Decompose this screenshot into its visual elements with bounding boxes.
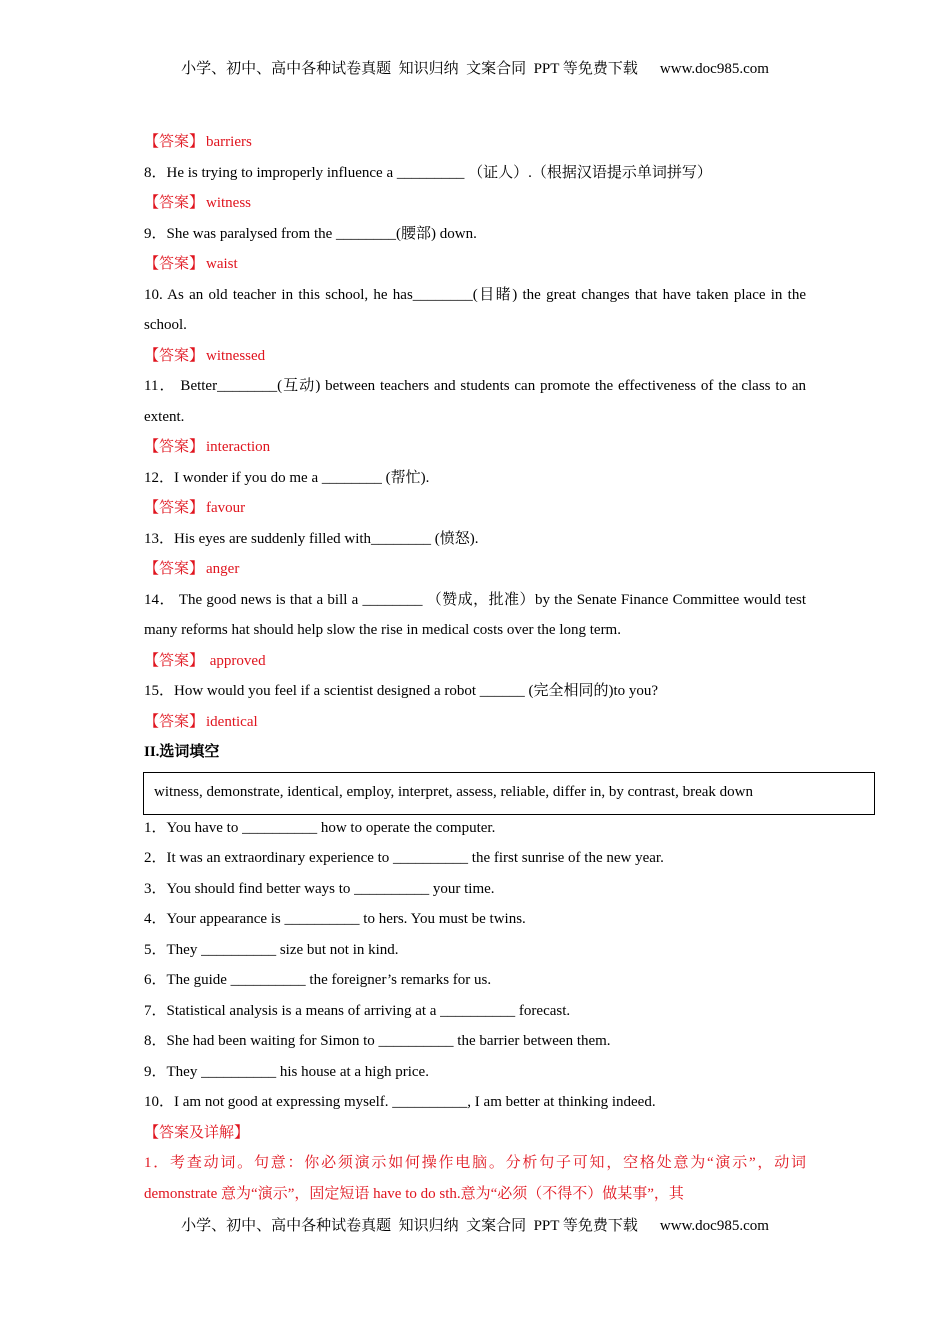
answer-text: waist — [206, 256, 238, 272]
answer-line — [144, 188, 806, 219]
footer-text: 小学、初中、高中各种试卷真题 知识归纳 文案合同 PPT 等免费下载 — [181, 1218, 638, 1234]
explanation-text: 1．考查动词。句意：你必须演示如何操作电脑。分析句子可知，空格处意为“演示”，动词 demonstrate 意为“演示”，固定短语 have to do sth.意为“必须（不得不）做某事”，其 — [144, 1155, 806, 1202]
document-body — [144, 127, 806, 1209]
answer-line — [144, 127, 806, 158]
question-line: 4．Your appearance is __________ to hers. You must be twins. — [144, 911, 526, 927]
question-line: 11． Better________(互动) between teachers and students can promote the effectiveness of the class to an extent. — [144, 378, 806, 425]
answer-label: 【答案】 — [144, 439, 205, 455]
answer-label: 【答案】 — [144, 195, 205, 211]
answer-line — [144, 646, 806, 677]
question-line: 8．He is trying to improperly influence a _________ （证人）.（根据汉语提示单词拼写） — [144, 164, 712, 181]
answer-label: 【答案】 — [144, 561, 205, 577]
answer-text: interaction — [206, 439, 271, 455]
question-line: 7．Statistical analysis is a means of arriving at a __________ forecast. — [144, 1002, 571, 1019]
question-line: 6．The guide __________ the foreigner’s remarks for us. — [144, 972, 492, 988]
question-line: 5．They __________ size but not in kind. — [144, 941, 399, 958]
question-line: 8．She had been waiting for Simon to __________ the barrier between them. — [144, 1033, 611, 1049]
question-line: 1．You have to __________ how to operate the computer. — [144, 819, 496, 836]
word-bank-box: witness, demonstrate, identical, employ, interpret, assess, reliable, differ in, by contrast, break down — [143, 772, 875, 815]
question-line: 15．How would you feel if a scientist designed a robot ______ (完全相同的)to you? — [144, 683, 659, 699]
answer-label: 【答案】 — [144, 134, 205, 150]
answer-line — [144, 493, 806, 524]
answer-text: barriers — [206, 134, 252, 150]
answer-line — [144, 554, 806, 585]
footer-site-link[interactable]: www.doc985.com — [659, 1218, 769, 1234]
header-site-link[interactable]: www.doc985.com — [659, 61, 769, 77]
answer-label: 【答案】 — [144, 713, 205, 730]
question-line: 12．I wonder if you do me a ________ (帮忙). — [144, 469, 430, 486]
answer-text: approved — [206, 652, 266, 669]
question-line: 9．They __________ his house at a high price. — [144, 1063, 429, 1080]
question-line: 10. As an old teacher in this school, he has________(目睹) the great changes that have taken place in the school. — [144, 286, 806, 333]
answer-line — [144, 432, 806, 463]
page-header — [0, 57, 950, 78]
question-line: 14． The good news is that a bill a ________ （赞成，批准）by the Senate Finance Committee would test many reforms hat should help slow the rise in medical costs over the long term. — [144, 591, 806, 638]
answer-line — [144, 249, 806, 280]
explanation-label: 【答案及详解】 — [144, 1124, 250, 1141]
answer-label: 【答案】 — [144, 652, 205, 669]
answer-label: 【答案】 — [144, 347, 205, 364]
answer-text: identical — [206, 713, 258, 730]
section-title: II.选词填空 — [144, 744, 220, 760]
question-line: 13．His eyes are suddenly filled with________ (愤怒). — [144, 530, 479, 547]
question-line: 10．I am not good at expressing myself. __________, I am better at thinking indeed. — [144, 1094, 656, 1110]
answer-text: witnessed — [206, 347, 266, 364]
answer-text: witness — [206, 195, 252, 211]
page-footer — [0, 1214, 950, 1235]
question-line: 3．You should find better ways to __________ your time. — [144, 880, 495, 897]
answer-label: 【答案】 — [144, 256, 205, 272]
answer-line — [144, 707, 806, 738]
answer-label: 【答案】 — [144, 500, 205, 516]
header-text: 小学、初中、高中各种试卷真题 知识归纳 文案合同 PPT 等免费下载 — [181, 61, 638, 77]
answer-text: favour — [206, 500, 246, 516]
question-line: 9．She was paralysed from the ________(腰部) down. — [144, 225, 477, 242]
answer-text: anger — [206, 561, 240, 577]
answer-line — [144, 341, 806, 372]
question-line: 2．It was an extraordinary experience to __________ the first sunrise of the new year. — [144, 850, 664, 866]
